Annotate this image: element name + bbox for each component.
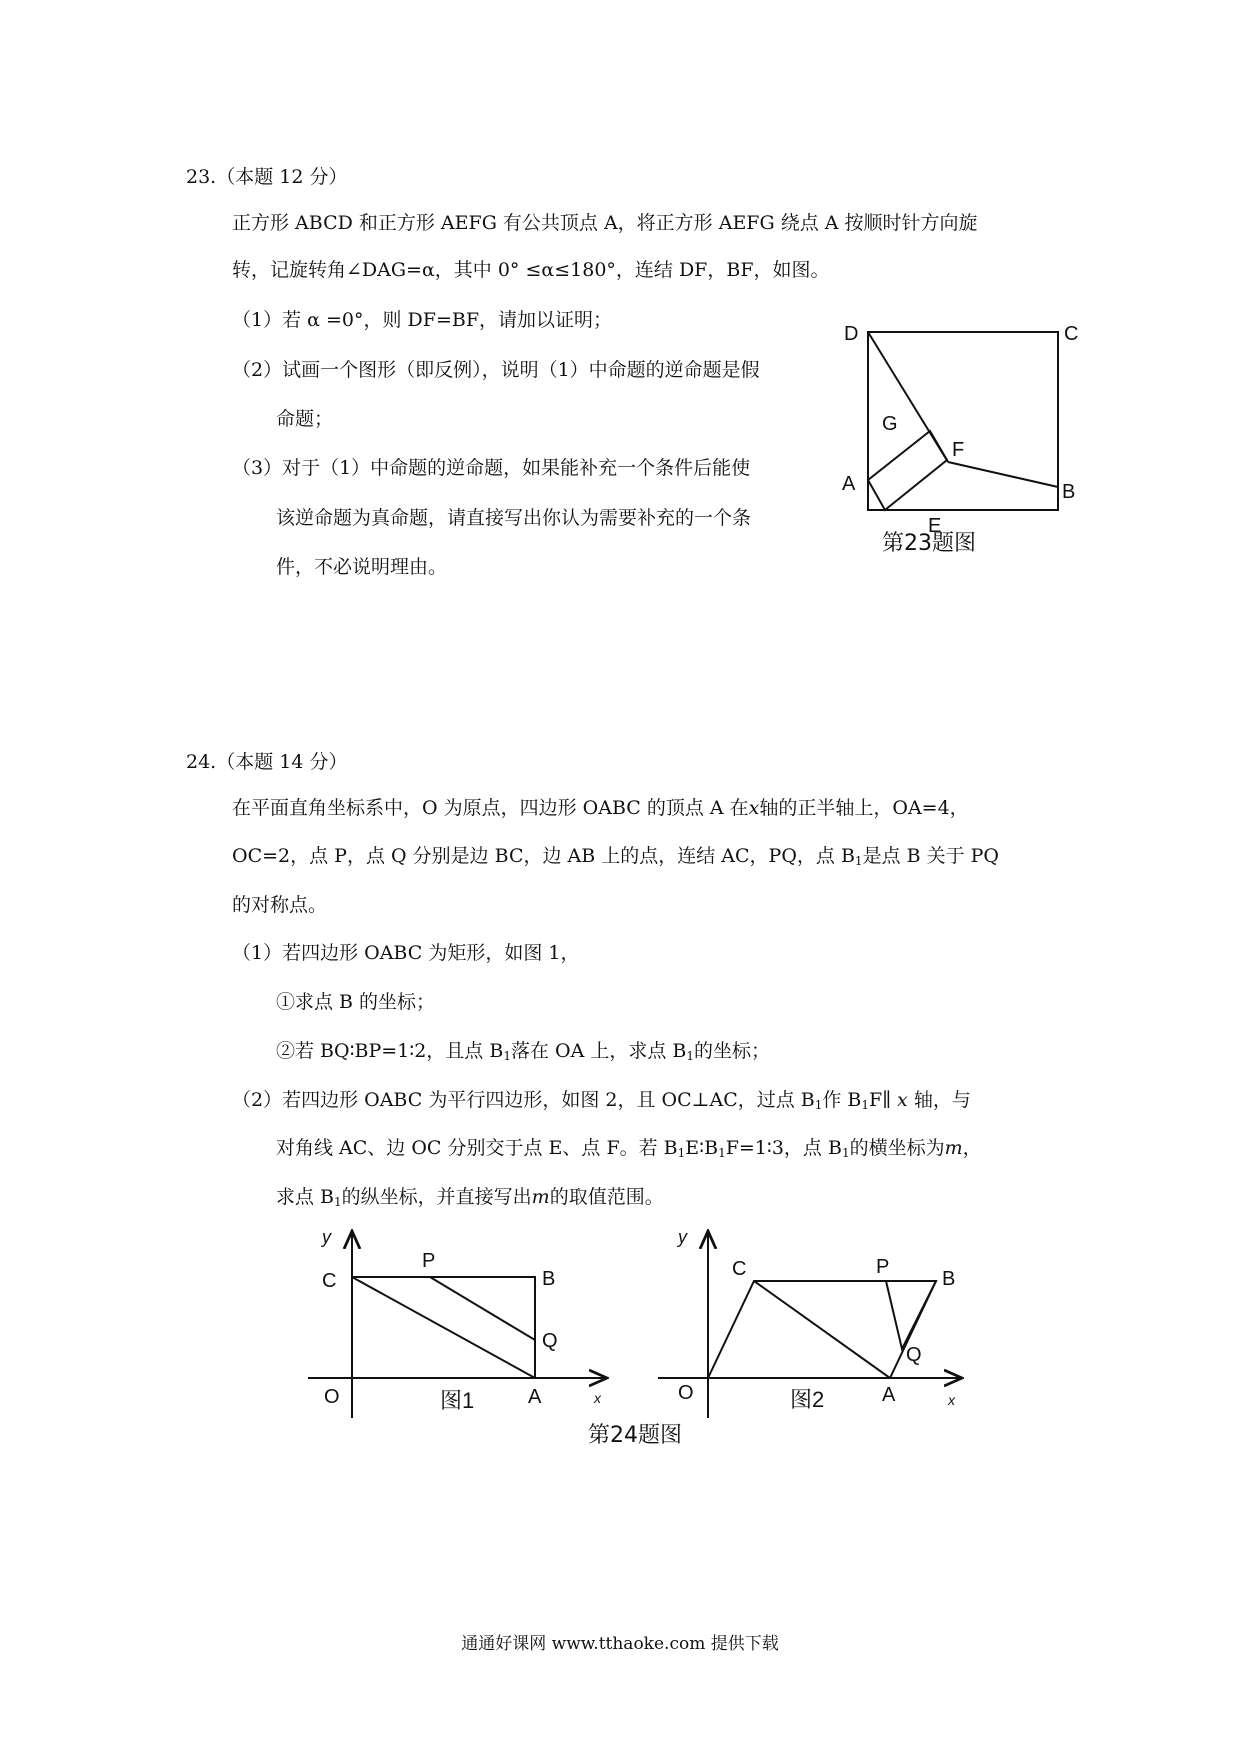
var-x: x bbox=[748, 797, 760, 819]
q23-part-2-cont: 命题； bbox=[276, 408, 334, 430]
diagonal-ac bbox=[352, 1277, 535, 1378]
sub-1: 1 bbox=[677, 1146, 686, 1160]
q23-figure bbox=[830, 310, 1080, 540]
label-b: B bbox=[542, 1268, 556, 1290]
q24-part-1-ii-b: 落在 OA 上，求点 B bbox=[510, 1040, 687, 1062]
segment-p-q bbox=[886, 1281, 936, 1349]
q24-part-2-c: F∥ bbox=[869, 1089, 891, 1111]
label-e: E bbox=[928, 515, 942, 537]
label-d: D bbox=[844, 323, 859, 345]
q24-intro-1: 在平面直角坐标系中，O 为原点，四边形 OABC 的顶点 A 在 bbox=[232, 797, 749, 819]
q24-part-2-line-2 bbox=[276, 1135, 982, 1166]
q24-part-2-line3-a: 求点 B bbox=[276, 1186, 335, 1208]
label-x: x bbox=[948, 1392, 955, 1408]
q24-part-2-line-3 bbox=[276, 1184, 664, 1215]
var-x: x bbox=[897, 1089, 908, 1111]
label-o: O bbox=[324, 1386, 340, 1408]
q24-figures-caption: 第24题图 bbox=[588, 1423, 682, 1448]
q24-part-2-line2-e: ， bbox=[962, 1137, 982, 1159]
q24-intro-2a: OC=2，点 P，点 Q 分别是边 BC，边 AB 上的点，连结 AC，PQ，点 B bbox=[232, 845, 855, 867]
label-p: P bbox=[876, 1256, 890, 1278]
q23-part-1: （1）若 α =0°，则 DF=BF，请加以证明； bbox=[232, 309, 613, 331]
diagonal-ac bbox=[754, 1281, 890, 1378]
q24-part-2-line2-b: E∶B bbox=[685, 1137, 719, 1159]
q24-part-1-ii-c: 的坐标； bbox=[694, 1040, 771, 1062]
sub-1: 1 bbox=[861, 1098, 870, 1112]
label-y: y bbox=[678, 1227, 687, 1247]
sub-1: 1 bbox=[718, 1146, 726, 1160]
sub-1: 1 bbox=[503, 1049, 511, 1063]
var-m: m bbox=[944, 1137, 963, 1159]
q24-part-1-ii bbox=[276, 1038, 770, 1069]
label-x: x bbox=[594, 1390, 601, 1406]
q24-intro-1-end: 轴的正半轴上，OA=4， bbox=[759, 797, 969, 819]
q23-part-2: （2）试画一个图形（即反例），说明（1）中命题的逆命题是假 bbox=[232, 359, 760, 381]
q23-part-3-cont: 该逆命题为真命题，请直接写出你认为需要补充的一个条 bbox=[276, 507, 752, 529]
q24-part-2-d: 轴，与 bbox=[913, 1089, 971, 1111]
q24-part-2-b: 作 B bbox=[822, 1089, 862, 1111]
q23-line-1: 正方形 ABCD 和正方形 AEFG 有公共顶点 A，将正方形 AEFG 绕点 A 按顺时针方向旋 bbox=[232, 212, 978, 234]
q24-part-2-line2-d: 的横坐标为 bbox=[849, 1137, 945, 1159]
label-b: B bbox=[942, 1268, 956, 1290]
figure-2-caption: 图2 bbox=[790, 1387, 825, 1412]
sub-1: 1 bbox=[841, 1146, 850, 1160]
label-c: C bbox=[732, 1258, 747, 1280]
q23-part-3-cont-2: 件，不必说明理由。 bbox=[276, 556, 448, 578]
q24-figure-2 bbox=[650, 1225, 980, 1430]
label-a: A bbox=[882, 1384, 896, 1406]
page-footer: 通通好课网 www.tthaoke.com 提供下载 bbox=[461, 1634, 779, 1654]
q24-intro-line-2 bbox=[232, 843, 999, 874]
q24-part-2-line2-c: F=1∶3，点 B bbox=[725, 1137, 842, 1159]
q24-intro-line-1 bbox=[232, 795, 969, 821]
label-y: y bbox=[322, 1227, 331, 1247]
label-b: B bbox=[1062, 481, 1076, 503]
label-q: Q bbox=[906, 1344, 922, 1366]
q24-header: 24.（本题 14 分） bbox=[186, 751, 348, 773]
figure-1-caption: 图1 bbox=[440, 1388, 475, 1413]
q24-part-2-line-1 bbox=[232, 1087, 971, 1118]
q24-intro-2b: 是点 B 关于 PQ bbox=[862, 845, 1000, 867]
label-g: G bbox=[882, 413, 898, 435]
segment-df bbox=[868, 332, 948, 462]
var-m: m bbox=[531, 1186, 550, 1208]
sub-1: 1 bbox=[686, 1049, 694, 1063]
label-q: Q bbox=[542, 1330, 558, 1352]
q23-part-3: （3）对于（1）中命题的逆命题，如果能补充一个条件后能使 bbox=[232, 457, 751, 479]
label-c: C bbox=[1064, 323, 1079, 345]
q24-part-2-a: （2）若四边形 OABC 为平行四边形，如图 2，且 OC⊥AC，过点 B bbox=[232, 1089, 815, 1111]
label-a: A bbox=[528, 1386, 542, 1408]
q24-part-1-ii-a: ②若 BQ∶BP=1∶2，且点 B bbox=[276, 1040, 504, 1062]
sub-1: 1 bbox=[814, 1098, 823, 1112]
q24-figure-1 bbox=[300, 1225, 620, 1430]
q24-intro-line-3: 的对称点。 bbox=[232, 894, 328, 916]
q23-figure-caption: 第23题图 bbox=[882, 531, 976, 556]
sub-1: 1 bbox=[854, 854, 863, 868]
label-o: O bbox=[678, 1382, 694, 1404]
q23-header: 23.（本题 12 分） bbox=[186, 166, 348, 188]
label-a: A bbox=[842, 473, 856, 495]
q24-part-2-line3-c: 的取值范围。 bbox=[549, 1186, 664, 1208]
label-f: F bbox=[952, 439, 965, 461]
q24-part-2-line3-b: 的纵坐标，并直接写出 bbox=[341, 1186, 532, 1208]
q24-part-1: （1）若四边形 OABC 为矩形，如图 1， bbox=[232, 942, 580, 964]
q24-part-1-i: ①求点 B 的坐标； bbox=[276, 991, 436, 1013]
q24-part-2-line2-a: 对角线 AC、边 OC 分别交于点 E、点 F。若 B bbox=[276, 1137, 678, 1159]
segment-pq bbox=[430, 1277, 535, 1340]
label-p: P bbox=[422, 1250, 436, 1272]
sub-1: 1 bbox=[334, 1195, 342, 1209]
segment-bf bbox=[948, 462, 1058, 487]
label-c: C bbox=[322, 1270, 337, 1292]
q23-line-2: 转，记旋转角∠DAG=α，其中 0° ≤α≤180°，连结 DF，BF，如图。 bbox=[232, 259, 830, 281]
